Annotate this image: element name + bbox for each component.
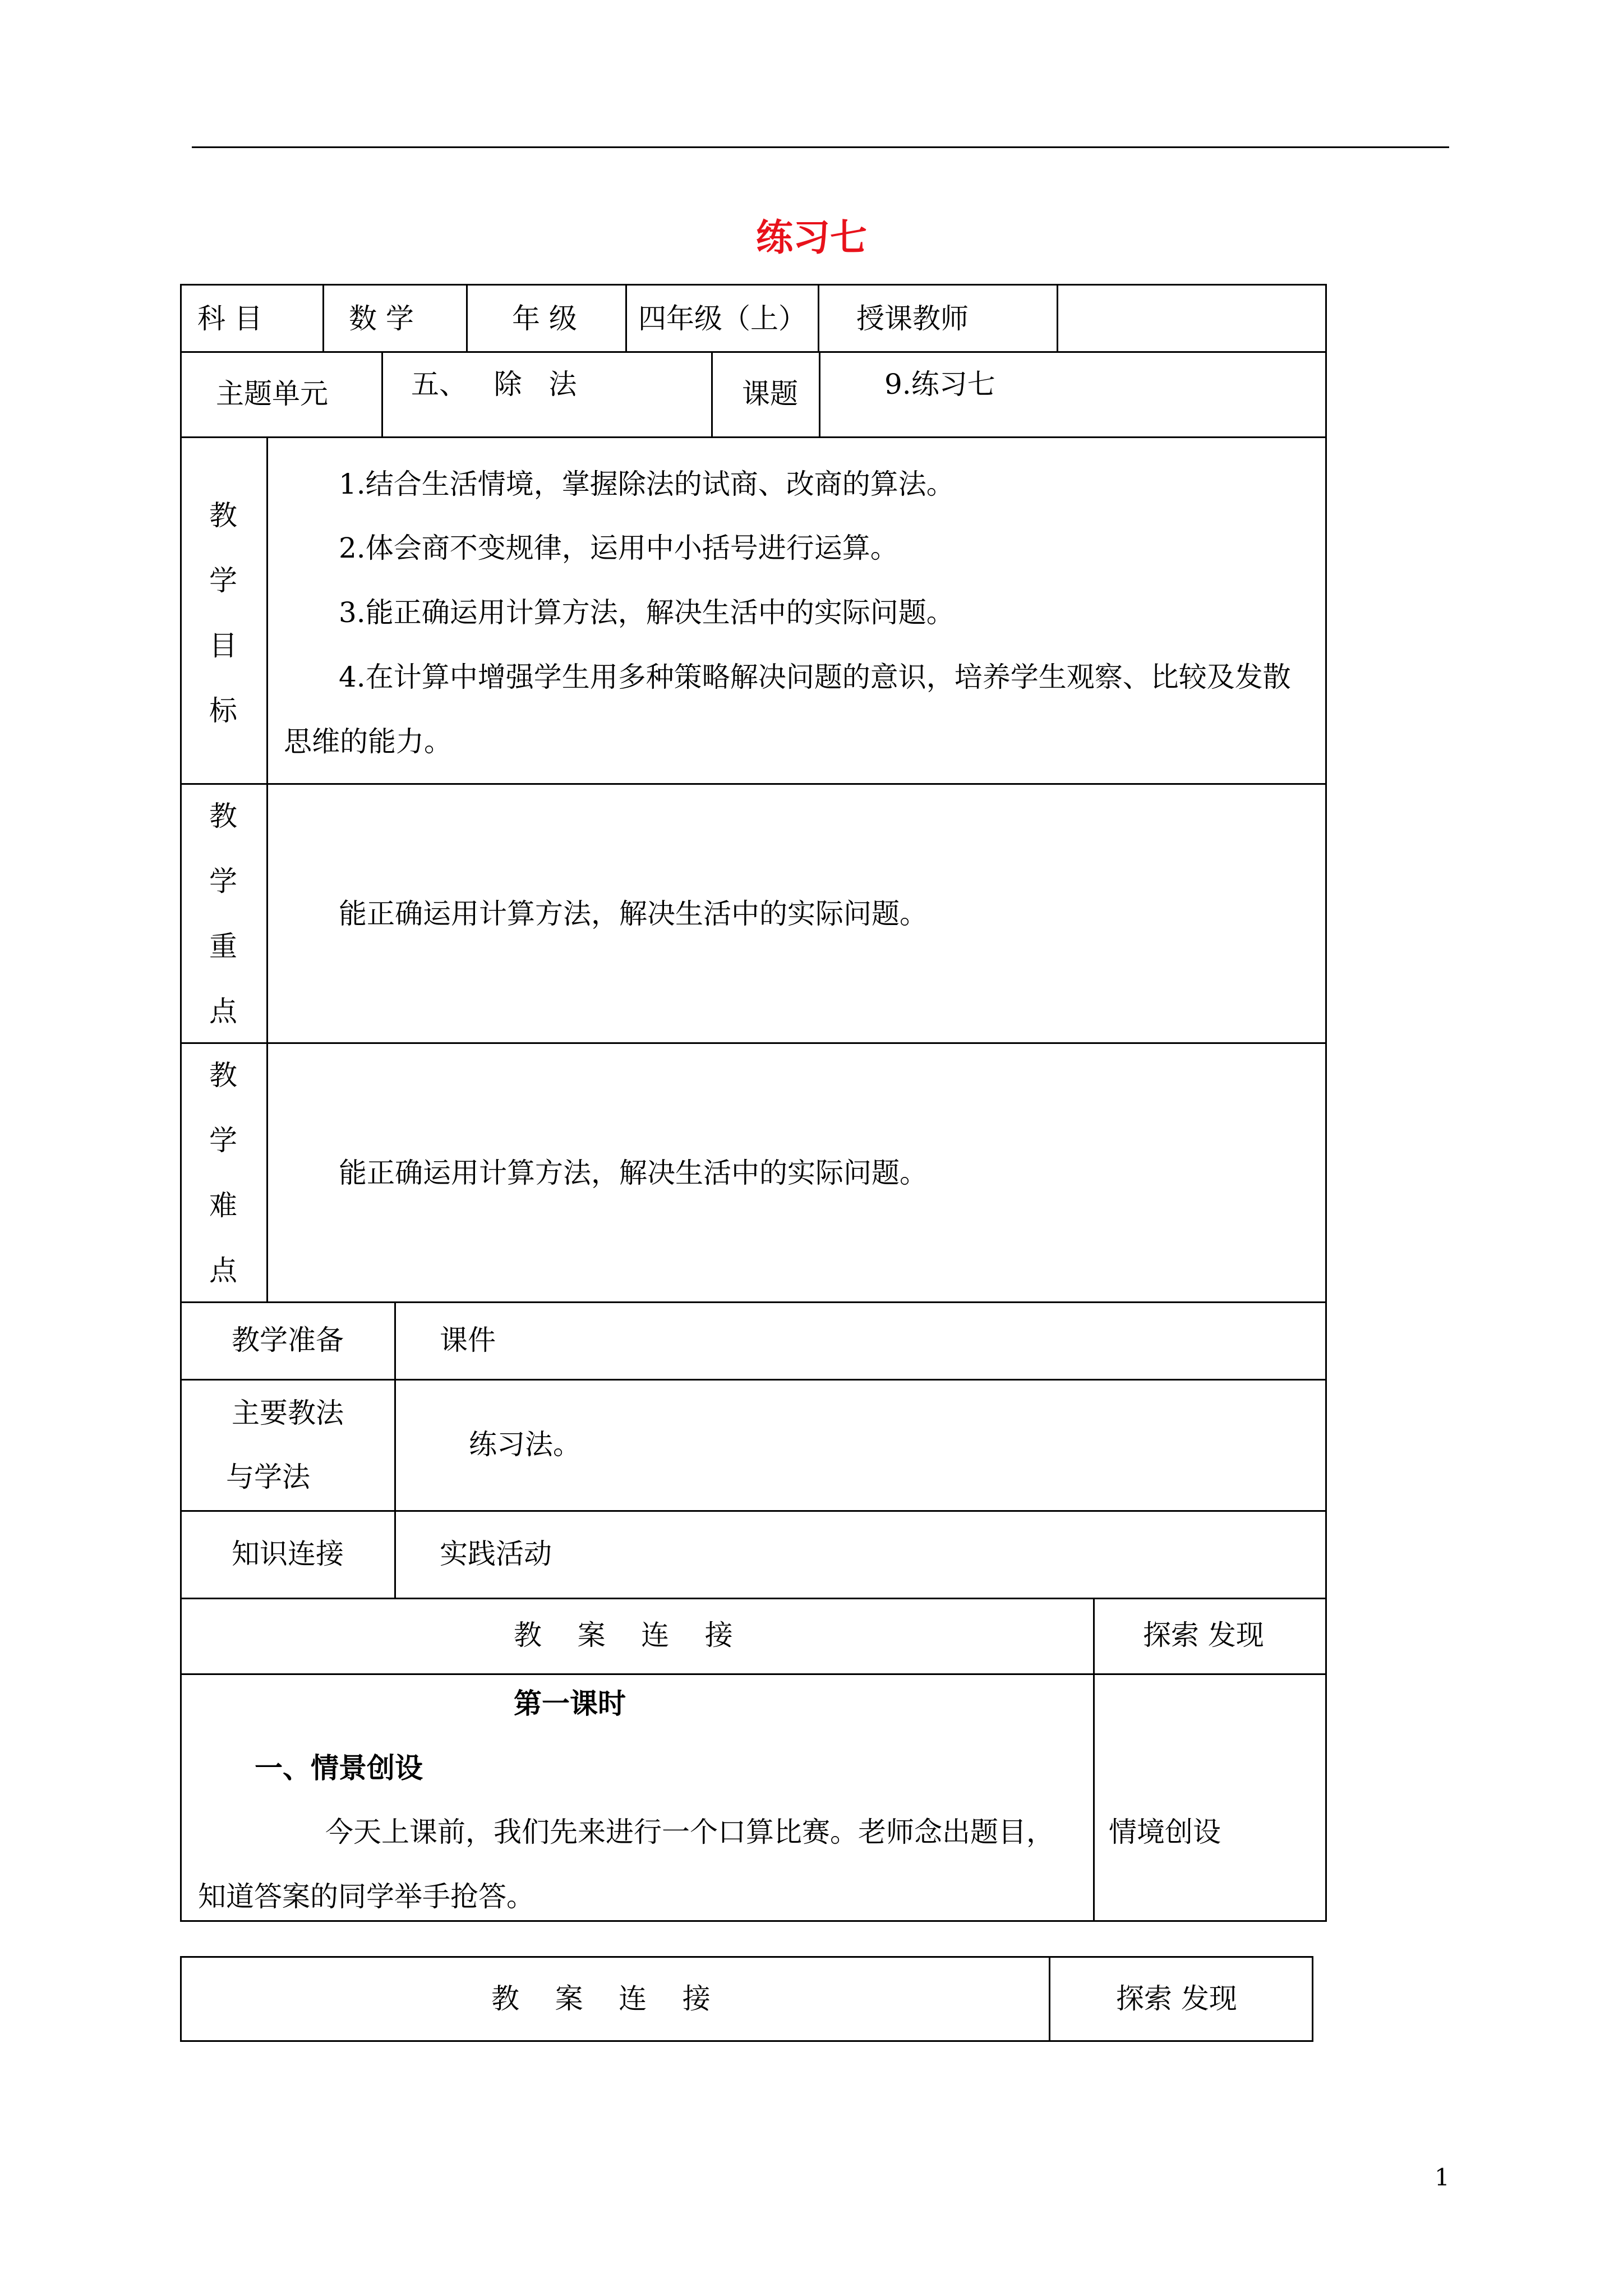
row-divider (180, 1042, 1327, 1044)
keypoints-text: 能正确运用计算方法，解决生活中的实际问题。 (339, 898, 928, 930)
difficulties-label-char: 教 (209, 1059, 237, 1092)
row-divider (180, 1598, 1327, 1599)
row-divider (180, 1673, 1327, 1675)
preparation-label: 教学准备 (232, 1324, 344, 1356)
preparation-value: 课件 (440, 1324, 496, 1356)
page-title: 练习七 (756, 215, 867, 259)
header-rule (192, 146, 1449, 148)
keypoints-label-char: 重 (209, 930, 237, 963)
objective-item: 1.结合生活情境，掌握除法的试商、改商的算法。 (339, 468, 955, 500)
objective-item: 思维的能力。 (284, 725, 452, 758)
body-paragraph-line: 知道答案的同学举手抢答。 (198, 1880, 534, 1913)
objectives-label-char: 目 (209, 629, 237, 662)
grade-value: 四年级（上） (638, 302, 806, 335)
col-divider (625, 284, 627, 351)
col-divider (266, 436, 268, 1301)
teacher-label: 授课教师 (856, 302, 969, 335)
plan-header-2-right: 探索 发现 (1116, 1982, 1237, 2015)
row-divider (180, 783, 1327, 785)
plan-header-left: 教 案 连 接 (514, 1619, 733, 1651)
objectives-label-char: 标 (209, 694, 237, 727)
knowledge-value: 实践活动 (440, 1538, 552, 1570)
col-divider (1093, 1598, 1095, 1922)
row-divider (180, 351, 1327, 353)
subject-label: 科 目 (197, 302, 262, 335)
objective-item: 4.在计算中增强学生用多种策略解决问题的意识，培养学生观察、比较及发散 (339, 661, 1291, 693)
difficulties-label-char: 难 (209, 1189, 237, 1222)
row-divider (180, 1379, 1327, 1381)
objectives-label-char: 教 (209, 499, 237, 532)
col-divider (394, 1301, 396, 1598)
col-divider (381, 351, 383, 436)
body-paragraph-line: 今天上课前，我们先来进行一个口算比赛。老师念出题目， (325, 1816, 1054, 1848)
col-divider (322, 284, 324, 351)
difficulties-label-char: 学 (209, 1124, 237, 1157)
methods-label-line2: 与学法 (226, 1461, 310, 1493)
lesson-value: 9.练习七 (884, 368, 995, 401)
objective-item: 3.能正确运用计算方法，解决生活中的实际问题。 (339, 596, 955, 629)
plan-header-right: 探索 发现 (1143, 1619, 1264, 1651)
col-divider (1049, 1956, 1050, 2042)
methods-value: 练习法。 (469, 1428, 581, 1461)
methods-label-line1: 主要教法 (232, 1397, 344, 1429)
col-divider (819, 351, 820, 436)
col-divider (711, 351, 713, 436)
unit-value: 五、 除 法 (411, 368, 577, 401)
row-divider (180, 1301, 1327, 1303)
grade-label: 年 级 (512, 302, 577, 335)
col-divider (466, 284, 468, 351)
section-heading: 一、情景创设 (255, 1751, 423, 1784)
plan-header-2-left: 教 案 连 接 (491, 1982, 711, 2015)
objective-item: 2.体会商不变规律，运用中小括号进行运算。 (339, 532, 898, 564)
period-heading: 第一课时 (514, 1687, 626, 1720)
unit-label: 主题单元 (216, 378, 328, 410)
keypoints-label-char: 学 (209, 865, 237, 898)
subject-value: 数 学 (349, 302, 414, 335)
lesson-label: 课题 (742, 378, 798, 410)
keypoints-label-char: 教 (209, 800, 237, 832)
row-divider (180, 1510, 1327, 1512)
difficulties-text: 能正确运用计算方法，解决生活中的实际问题。 (339, 1157, 928, 1189)
col-divider (1057, 284, 1058, 351)
knowledge-label: 知识连接 (232, 1538, 344, 1570)
keypoints-label-char: 点 (209, 995, 237, 1028)
objectives-label-char: 学 (209, 564, 237, 597)
col-divider (818, 284, 819, 351)
side-note: 情境创设 (1109, 1816, 1221, 1848)
difficulties-label-char: 点 (209, 1254, 237, 1287)
row-divider (180, 436, 1327, 438)
page-number: 1 (1435, 2164, 1450, 2191)
